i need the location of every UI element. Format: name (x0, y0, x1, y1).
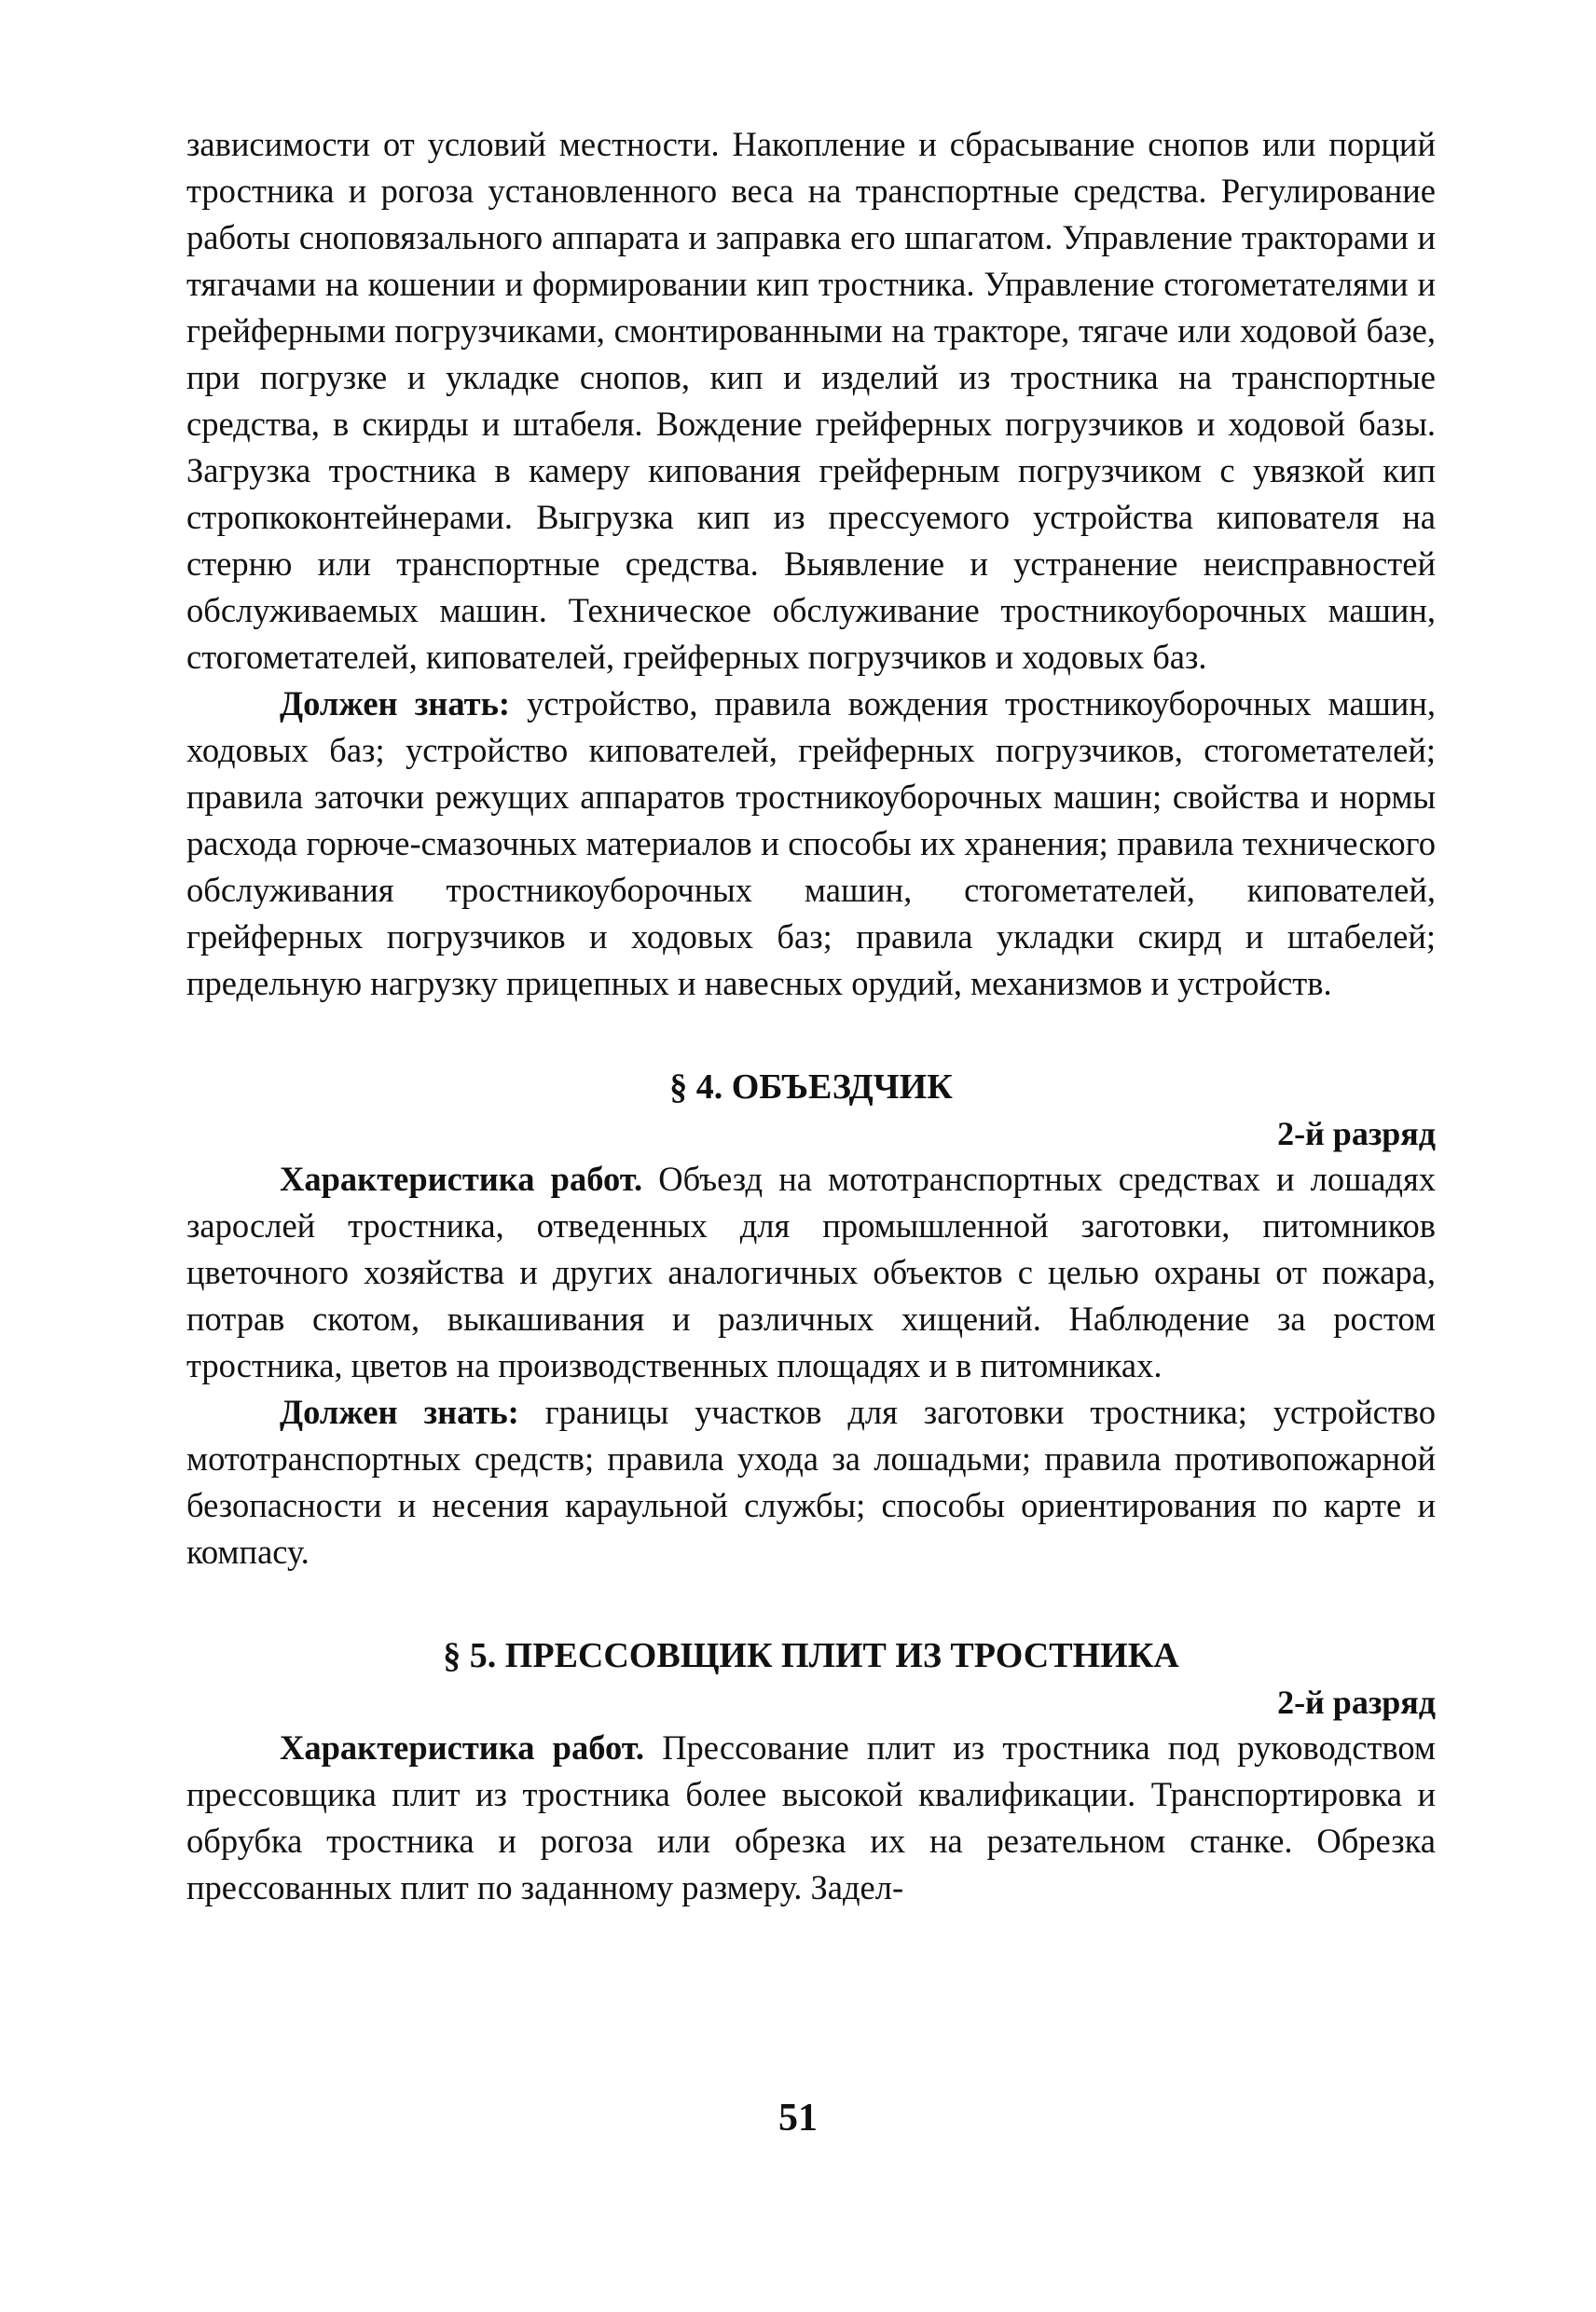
section-4-grade: 2-й разряд (1277, 1115, 1436, 1152)
continuation-text: зависимости от условий местности. Накопление и сбрасывание снопов или порций тростника и рогоза установленного веса на транспортные средства. Регулирование работы сноповязального аппарата и заправка его шпагатом. Управление тракторами и тягачами на кошении и формировании кип тростника. Управление стогометателями и грейферными погрузчиками, смонтированными на тракторе, тягаче или ходовой базе, при погрузке и укладке снопов, кип и изделий из тростника на транспортные средства, в скирды и штабеля. Вождение грейферных погрузчиков и ходовой базы. Загрузка тростника в камеру кипования грейферным погрузчиком с увязкой кип стропкоконтейнерами. Выгрузка кип из прессуемого устройства кипователя на стерню или транспортные средства. Выявление и устранение неисправностей обслуживаемых машин. Техническое обслуживание тростникоуборочных машин, стогометателей, кипователей, грейферных погрузчиков и ходовых баз. (186, 125, 1436, 676)
section-5-title: § 5. ПРЕССОВЩИК ПЛИТ ИЗ ТРОСТНИКА (443, 1636, 1179, 1675)
must-know-label: Должен знать: (280, 684, 511, 722)
section-4-must-know-label: Должен знать: (280, 1393, 519, 1431)
section-4-characteristic-label: Характеристика работ. (280, 1160, 643, 1198)
section-5-grade: 2-й разряд (1277, 1684, 1436, 1721)
continuation-paragraph (186, 121, 1436, 681)
section-4-title: § 4. ОБЪЕЗДЧИК (669, 1067, 953, 1107)
section-4-must-know-text: границы участков для заготовки тростника; устройство мототранспортных средств; правила ухода за лошадьми; правила противопожарной безопасности и несения караульной службы; способы ориентирования по карте и компасу. (186, 1393, 1437, 1571)
section-5-characteristic-label: Характеристика работ. (280, 1728, 645, 1767)
section-4-must-know-paragraph (186, 1389, 1436, 1576)
must-know-paragraph (186, 681, 1436, 1007)
section-5-characteristic-paragraph (186, 1725, 1436, 1911)
section-5-characteristic-text: Прессование плит из тростника под руководством прессовщика плит из тростника более высокой квалификации. Транспортировка и обрубка тростника и рогоза или обрезка их на резательном станке. Обрезка прессованных плит по заданному размеру. Задел- (186, 1728, 1436, 1906)
must-know-text: устройство, правила вождения тростникоуборочных машин, ходовых баз; устройство кипователей, грейферных погрузчиков, стогометателей; правила заточки режущих аппаратов тростникоуборочных машин; свойства и нормы расхода горюче-смазочных материалов и способы их хранения; правила технического обслуживания тростникоуборочных машин, стогометателей, кипователей, грейферных погрузчиков и ходовых баз; правила укладки скирд и штабелей; предельную нагрузку прицепных и навесных орудий, механизмов и устройств. (186, 684, 1436, 1002)
page-number: 51 (778, 2097, 818, 2140)
section-4-characteristic-paragraph (186, 1156, 1436, 1389)
section-4-characteristic-text: Объезд на мототранспортных средствах и лошадях зарослей тростника, отведенных для промышленной заготовки, питомников цветочного хозяйства и других аналогичных объектов с целью охраны от пожара, потрав скотом, выкашивания и различных хищений. Наблюдение за ростом тростника, цветов на производственных площадях и в питомниках. (186, 1160, 1437, 1384)
document-page (186, 121, 1436, 1911)
